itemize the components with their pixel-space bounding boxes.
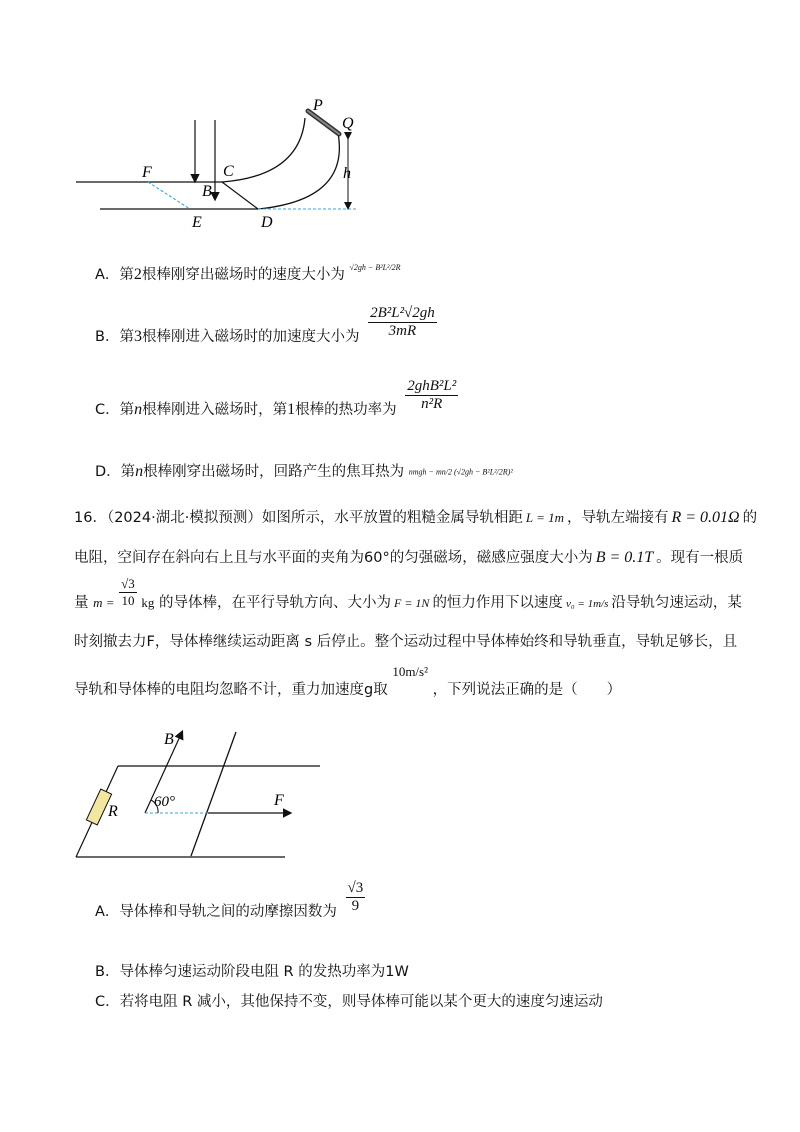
- option-15c: C．第n根棒刚进入磁场时，第1根棒的热功率为 $\frac{\text{2ghB²L²}}{\text{n²R}}$: [95, 378, 457, 418]
- label-h: h: [343, 165, 351, 182]
- option-15d: D．第n根棒刚穿出磁场时，回路产生的焦耳热为 nmgh − mn/2 (√2gh − B²L²/2R)²: [95, 463, 513, 480]
- q16-line4: 时刻撤去力F，导体棒继续运动距离 s 后停止。整个运动过程中导体棒始终和导轨垂直，导轨足够长，且: [74, 634, 738, 650]
- label-C: C: [223, 163, 234, 180]
- label-F: F: [274, 792, 284, 809]
- option-15a: A．第2根棒刚穿出磁场时的速度大小为 $^{√2gh - B^2L^2/2R}$: [95, 263, 401, 283]
- q16-line3: 量 m = $\frac{√3}{10}$ kg 的导体棒，在平行导轨方向、大小为 F = 1N 的恒力作用下以速度 v₀ = 1m/s 沿导轨匀速运动，某: [74, 576, 742, 611]
- option-16b: B．导体棒匀速运动阶段电阻 R 的发热功率为1W: [95, 964, 409, 980]
- label-Q: Q: [342, 115, 354, 132]
- label-B: B: [202, 183, 212, 200]
- figure-rails-arc: [0, 0, 800, 240]
- label-D: D: [261, 214, 273, 231]
- label-R: R: [108, 803, 118, 820]
- figure-rails-resistor: [0, 720, 800, 870]
- label-angle: 60°: [154, 794, 175, 810]
- option-15b: B．第3根棒刚进入磁场时的加速度大小为 $\frac{\text{2B²L²√2gh}}{3mR}$: [95, 305, 435, 345]
- label-B: B: [164, 731, 174, 748]
- label-F: F: [142, 164, 152, 181]
- label-E: E: [192, 214, 202, 231]
- option-16a: A．导体棒和导轨之间的动摩擦因数为 $\frac{√3}{9}$: [95, 880, 364, 920]
- q16-line1: 16．（2024·湖北·模拟预测）如图所示，水平放置的粗糙金属导轨相距 L = 1m ，导轨左端接有 R = 0.01Ω 的: [74, 509, 758, 526]
- q16-line5: 导轨和导体棒的电阻均忽略不计，重力加速度g取 10m/s² ，下列说法正确的是（ ）: [74, 664, 622, 698]
- label-P: P: [313, 97, 323, 114]
- q16-line2: 电阻，空间存在斜向右上且与水平面的夹角为60°的匀强磁场，磁感应强度大小为 B = 0.1T 。现有一根质: [74, 549, 744, 566]
- option-16c: C．若将电阻 R 减小，其他保持不变，则导体棒可能以某个更大的速度匀速运动: [95, 994, 603, 1010]
